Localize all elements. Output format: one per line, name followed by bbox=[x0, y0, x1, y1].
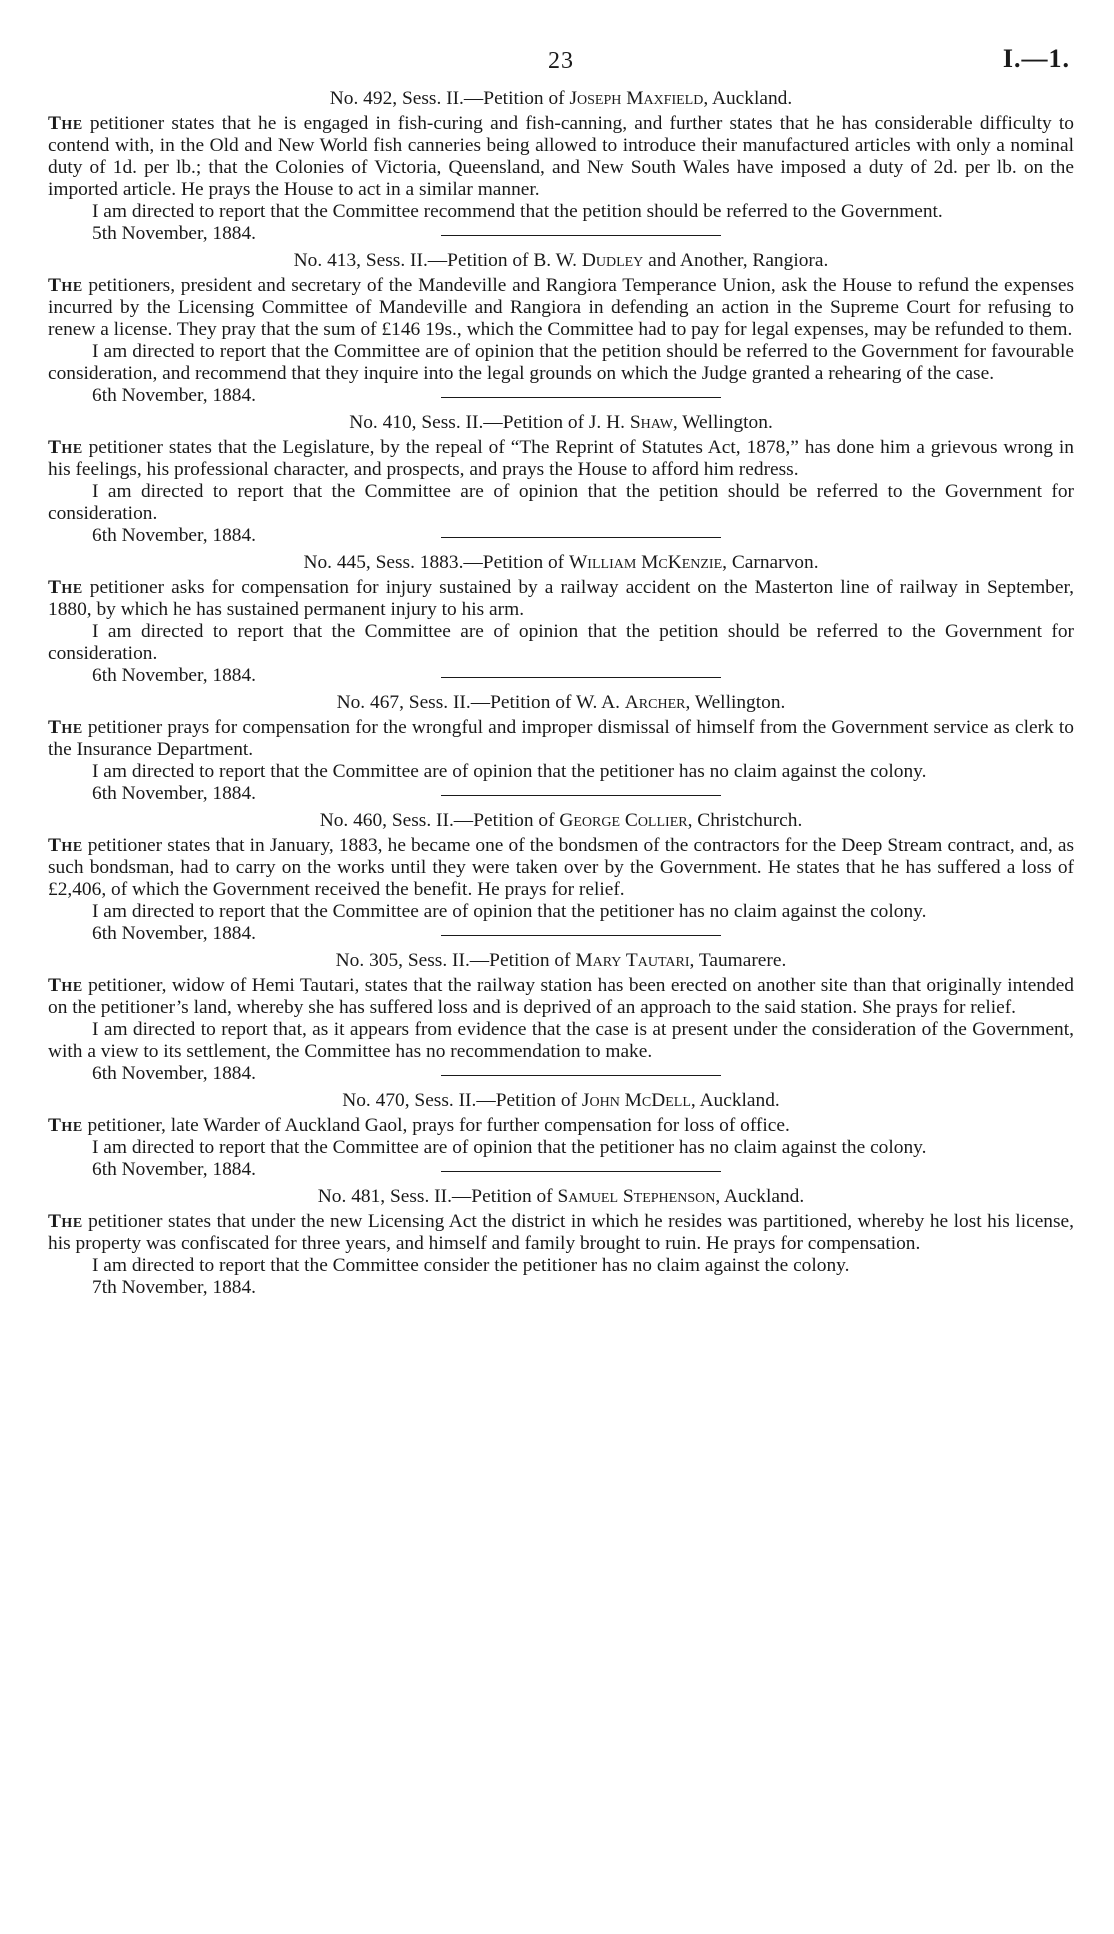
petition-title bbox=[48, 88, 1074, 110]
petition-title bbox=[48, 950, 1074, 972]
report-date: 5th November, 1884. bbox=[92, 223, 257, 244]
committee-report: I am directed to report that the Committee consider the petitioner has no claim against the colony. bbox=[92, 1255, 850, 1276]
petition-entry bbox=[48, 412, 1074, 546]
committee-report: I am directed to report that the Committee are of opinion that the petition should be referred to the Government for consideration. bbox=[48, 621, 1074, 664]
section-divider bbox=[441, 1171, 721, 1172]
document-reference: I.—1. bbox=[1002, 44, 1070, 73]
committee-report: I am directed to report that the Committee are of opinion that the petition should be referred to the Government for favourable consideration, and recommend that they inquire into the legal grounds on which the Judge granted a rehearing of the case. bbox=[48, 341, 1074, 384]
petition-title-suffix: , Taumarere. bbox=[689, 950, 787, 971]
petition-body bbox=[48, 113, 1074, 201]
petitioner-name: William McKenzie bbox=[569, 552, 723, 573]
committee-report: I am directed to report that the Committee recommend that the petition should be referred to the Government. bbox=[92, 201, 943, 222]
petition-body bbox=[48, 275, 1074, 341]
petition-title bbox=[48, 552, 1074, 574]
petition-title-suffix: , Christchurch. bbox=[687, 810, 803, 831]
petition-lead-word: The bbox=[48, 113, 83, 134]
petition-title bbox=[48, 692, 1074, 714]
petition-body-text: petitioner, late Warder of Auckland Gaol, prays for further compensation for loss of office. bbox=[82, 1115, 790, 1136]
petition-title-suffix: , Auckland. bbox=[703, 88, 793, 109]
petitioner-name: Dudley bbox=[581, 250, 644, 271]
petition-entry bbox=[48, 88, 1074, 244]
petition-entry bbox=[48, 810, 1074, 944]
petitioner-name: George Collier bbox=[559, 810, 688, 831]
report-date: 6th November, 1884. bbox=[92, 525, 257, 546]
petition-lead-word: The bbox=[48, 717, 83, 738]
petition-body-text: petitioner states that under the new Licensing Act the district in which he resides was partitioned, whereby he lost his license, his property was confiscated for three years, and himself and family brought to ruin. He prays for compensation. bbox=[48, 1211, 1074, 1254]
page-number: 23 bbox=[548, 48, 574, 74]
petition-lead-word: The bbox=[48, 275, 83, 296]
petition-entry bbox=[48, 692, 1074, 804]
petitioner-name: John McDell bbox=[581, 1090, 691, 1111]
petition-entry bbox=[48, 1090, 1074, 1180]
petition-lead-word: The bbox=[48, 1115, 83, 1136]
petition-title-prefix: No. 460, Sess. II.—Petition of bbox=[319, 810, 560, 831]
petition-title bbox=[48, 1090, 1074, 1112]
petition-title bbox=[48, 1186, 1074, 1208]
petition-body bbox=[48, 717, 1074, 761]
petition-body bbox=[48, 1211, 1074, 1255]
section-divider bbox=[441, 677, 721, 678]
petitioner-name: Mary Tautari bbox=[575, 950, 690, 971]
section-divider bbox=[441, 1075, 721, 1076]
petition-title bbox=[48, 412, 1074, 434]
petition-title-suffix: , Wellington. bbox=[672, 412, 773, 433]
petition-title-prefix: No. 305, Sess. II.—Petition of bbox=[335, 950, 576, 971]
petition-lead-word: The bbox=[48, 577, 83, 598]
petition-title-suffix: and Another, Rangiora. bbox=[643, 250, 829, 271]
petition-body-text: petitioner, widow of Hemi Tautari, states that the railway station has been erected on another site than that originally intended on the petitioner’s land, whereby she has suffered loss and is deprived of an approach to the said station. She prays for relief. bbox=[48, 975, 1074, 1018]
petition-title-prefix: No. 470, Sess. II.—Petition of bbox=[342, 1090, 582, 1111]
petition-body bbox=[48, 437, 1074, 481]
committee-report: I am directed to report that, as it appears from evidence that the case is at present under the consideration of the Government, with a view to its settlement, the Committee has no recommendation to make. bbox=[48, 1019, 1074, 1062]
section-divider bbox=[441, 397, 721, 398]
petition-body-text: petitioner asks for compensation for injury sustained by a railway accident on the Masterton line of railway in September, 1880, by which he has sustained permanent injury to his arm. bbox=[48, 577, 1074, 620]
petition-title-suffix: , Wellington. bbox=[685, 692, 786, 713]
petition-entry bbox=[48, 1186, 1074, 1299]
petition-title-prefix: No. 413, Sess. II.—Petition of B. W. bbox=[293, 250, 582, 271]
petition-body bbox=[48, 835, 1074, 901]
petition-title-prefix: No. 410, Sess. II.—Petition of J. H. bbox=[349, 412, 630, 433]
committee-report: I am directed to report that the Committee are of opinion that the petitioner has no claim against the colony. bbox=[92, 901, 927, 922]
petition-lead-word: The bbox=[48, 1211, 83, 1232]
petitioner-name: Shaw bbox=[629, 412, 673, 433]
petitioner-name: Joseph Maxfield bbox=[569, 88, 704, 109]
report-date: 6th November, 1884. bbox=[92, 1063, 257, 1084]
petition-entry bbox=[48, 250, 1074, 406]
report-date: 6th November, 1884. bbox=[92, 385, 257, 406]
petition-title-suffix: , Carnarvon. bbox=[722, 552, 819, 573]
report-date: 6th November, 1884. bbox=[92, 783, 257, 804]
report-date: 7th November, 1884. bbox=[92, 1277, 257, 1298]
petition-title-suffix: , Auckland. bbox=[690, 1090, 780, 1111]
petition-title-suffix: , Auckland. bbox=[715, 1186, 805, 1207]
section-divider bbox=[441, 235, 721, 236]
petition-body bbox=[48, 975, 1074, 1019]
report-date: 6th November, 1884. bbox=[92, 665, 257, 686]
petition-entry bbox=[48, 552, 1074, 686]
petitioner-name: Archer bbox=[624, 692, 686, 713]
petition-title bbox=[48, 810, 1074, 832]
section-divider bbox=[441, 795, 721, 796]
committee-report: I am directed to report that the Committee are of opinion that the petition should be referred to the Government for consideration. bbox=[48, 481, 1074, 524]
petition-title-prefix: No. 467, Sess. II.—Petition of W. A. bbox=[336, 692, 625, 713]
petition-list bbox=[48, 88, 1074, 1299]
petition-title-prefix: No. 492, Sess. II.—Petition of bbox=[329, 88, 570, 109]
section-divider bbox=[441, 935, 721, 936]
petition-lead-word: The bbox=[48, 437, 83, 458]
report-date: 6th November, 1884. bbox=[92, 923, 257, 944]
petition-lead-word: The bbox=[48, 835, 83, 856]
section-divider bbox=[441, 537, 721, 538]
petition-entry bbox=[48, 950, 1074, 1084]
petitioner-name: Samuel Stephenson bbox=[557, 1186, 716, 1207]
report-date: 6th November, 1884. bbox=[92, 1159, 257, 1180]
petition-lead-word: The bbox=[48, 975, 83, 996]
petition-title-prefix: No. 481, Sess. II.—Petition of bbox=[317, 1186, 558, 1207]
petition-body-text: petitioner prays for compensation for the wrongful and improper dismissal of himself from the Government service as clerk to the Insurance Department. bbox=[48, 717, 1074, 760]
petition-title bbox=[48, 250, 1074, 272]
petition-body bbox=[48, 1115, 1074, 1137]
petition-body-text: petitioner states that in January, 1883, he became one of the bondsmen of the contractors for the Deep Stream contract, and, as such bondsman, had to carry on the works until they were taken over by the Government. He states that he has suffered a loss of £2,406, of which the Government received the benefit. He prays for relief. bbox=[48, 835, 1074, 900]
petition-body bbox=[48, 577, 1074, 621]
petition-title-prefix: No. 445, Sess. 1883.—Petition of bbox=[303, 552, 569, 573]
page-header bbox=[48, 44, 1074, 88]
petition-body-text: petitioner states that the Legislature, by the repeal of “The Reprint of Statutes Act, 1878,” has done him a grievous wrong in his feelings, his professional character, and prospects, and prays the House to afford him redress. bbox=[48, 437, 1074, 480]
committee-report: I am directed to report that the Committee are of opinion that the petitioner has no claim against the colony. bbox=[92, 1137, 927, 1158]
petition-body-text: petitioner states that he is engaged in fish-curing and fish-canning, and further states that he has considerable difficulty to contend with, in the Old and New World fish canneries being allowed to introduce their manufactured articles with only a nominal duty of 1d. per lb.; that the Colonies of Victoria, Queensland, and New South Wales have imposed a duty of 2d. per lb. on the imported article. He prays the House to act in a similar manner. bbox=[48, 113, 1074, 200]
committee-report: I am directed to report that the Committee are of opinion that the petitioner has no claim against the colony. bbox=[92, 761, 927, 782]
petition-body-text: petitioners, president and secretary of the Mandeville and Rangiora Temperance Union, ask the House to refund the expenses incurred by the Licensing Committee of Mandeville and Rangiora in defending an action in the Supreme Court for refusing to renew a license. They pray that the sum of £146 19s., which the Committee had to pay for legal expenses, may be refunded to them. bbox=[48, 275, 1074, 340]
